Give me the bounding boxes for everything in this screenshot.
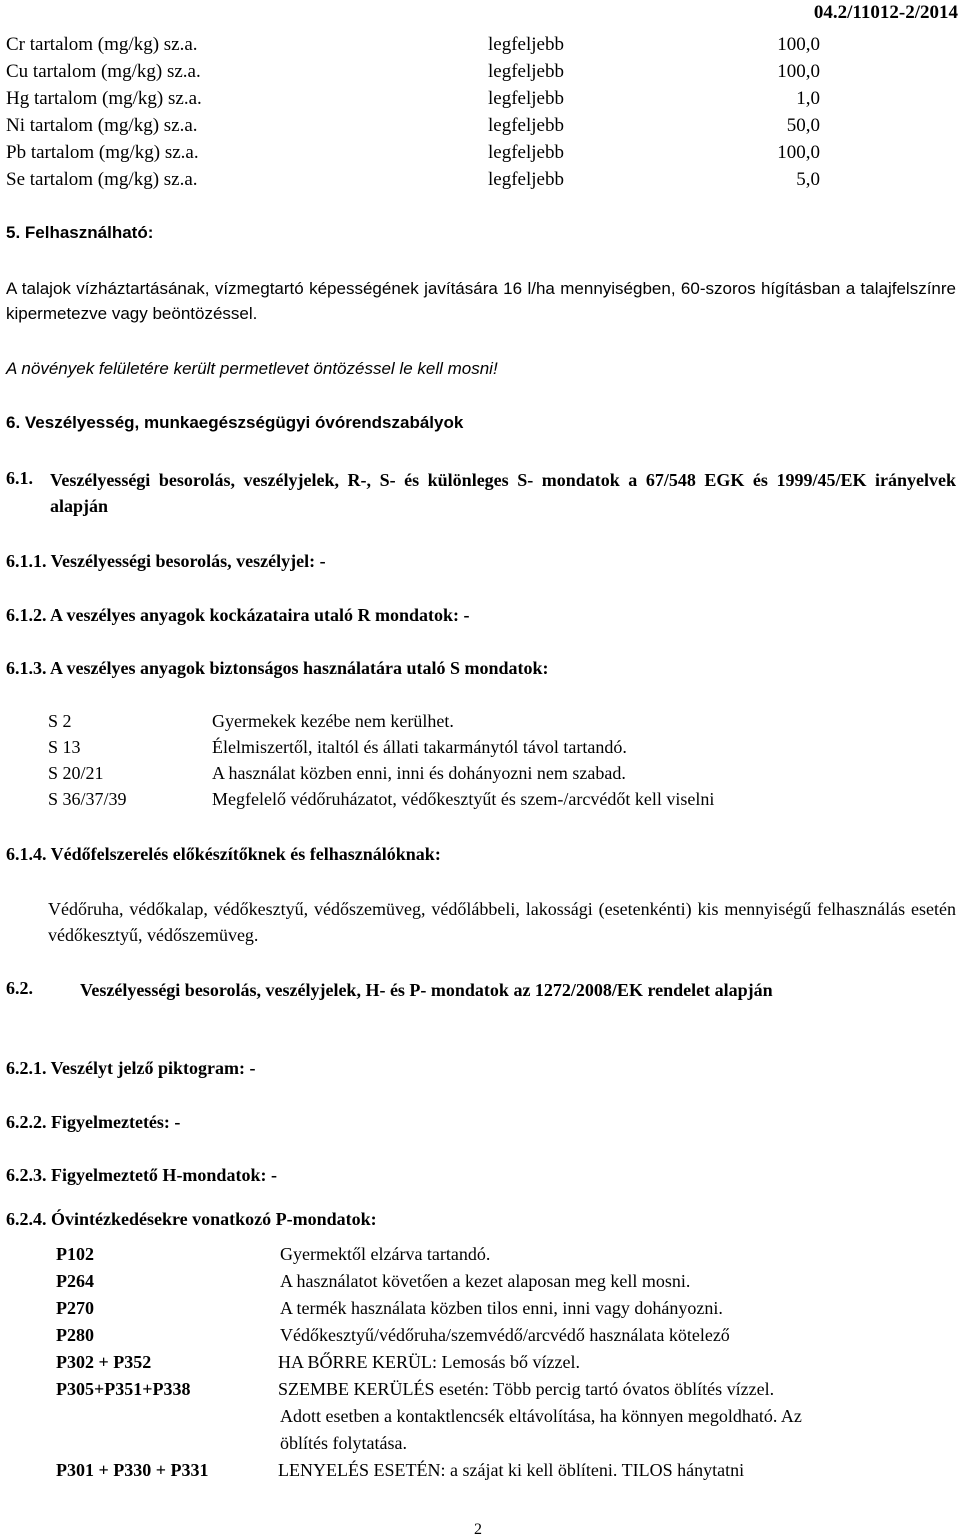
section-6-2-heading: Veszélyességi besorolás, veszélyjelek, H- és P- mondatok az 1272/2008/EK rendelet alapján xyxy=(80,980,773,1000)
metal-limit: legfeljebb xyxy=(488,115,564,136)
section-6-2-3-heading: 6.2.3. Figyelmeztető H-mondatok: - xyxy=(6,1165,277,1185)
metal-value: 100,0 xyxy=(777,142,820,163)
p-phrase-code: P302 + P352 xyxy=(56,1352,152,1372)
p-phrase-text: A használatot követően a kezet alaposan meg kell mosni. xyxy=(280,1271,691,1291)
section-6-2-number: 6.2. xyxy=(6,978,33,998)
protective-equipment-text: Védőruha, védőkalap, védőkesztyű, védőszemüveg, védőlábbeli, lakossági (esetenkénti) kis mennyiségű felhasználás esetén védőkesztyű, védőszemüveg. xyxy=(48,899,956,945)
section-6-1-heading xyxy=(50,467,956,519)
p-phrase-text-continued: Adott esetben a kontaktlencsék eltávolítása, ha könnyen megoldható. Az xyxy=(280,1406,802,1426)
s-phrase-code: S 36/37/39 xyxy=(48,789,127,809)
metal-label: Pb tartalom (mg/kg) sz.a. xyxy=(6,142,199,163)
s-phrase-text: Gyermekek kezébe nem kerülhet. xyxy=(212,711,454,731)
metal-label: Cr tartalom (mg/kg) sz.a. xyxy=(6,34,198,55)
document-code: 04.2/11012-2/2014 xyxy=(813,2,958,23)
s-phrase-code: S 2 xyxy=(48,711,72,731)
p-phrase-code: P280 xyxy=(56,1325,94,1345)
metal-label: Hg tartalom (mg/kg) sz.a. xyxy=(6,88,202,109)
p-phrase-text: A termék használata közben tilos enni, inni vagy dohányozni. xyxy=(280,1298,723,1318)
section-6-1-text: Veszélyességi besorolás, veszélyjelek, R-, S- és különleges S- mondatok a 67/548 EGK és 1999/45/EK irányelvek alapján xyxy=(50,470,956,516)
p-phrase-text: HA BŐRRE KERÜL: Lemosás bő vízzel. xyxy=(278,1352,580,1372)
section-6-2-1-heading: 6.2.1. Veszélyt jelző piktogram: - xyxy=(6,1058,256,1078)
section-6-1-number: 6.1. xyxy=(6,468,33,488)
p-phrase-code: P270 xyxy=(56,1298,94,1318)
section-6-1-4-heading: 6.1.4. Védőfelszerelés előkészítőknek és felhasználóknak: xyxy=(6,844,441,864)
section-6-2-2-heading: 6.2.2. Figyelmeztetés: - xyxy=(6,1112,181,1132)
p-phrase-code: P102 xyxy=(56,1244,94,1264)
s-phrase-text: Élelmiszertől, italtól és állati takarmánytól távol tartandó. xyxy=(212,737,627,757)
metal-label: Cu tartalom (mg/kg) sz.a. xyxy=(6,61,201,82)
metal-limit: legfeljebb xyxy=(488,34,564,55)
s-phrase-code: S 20/21 xyxy=(48,763,104,783)
metal-limit: legfeljebb xyxy=(488,61,564,82)
p-phrase-text: Gyermektől elzárva tartandó. xyxy=(280,1244,491,1264)
p-phrase-code: P301 + P330 + P331 xyxy=(56,1460,209,1480)
p-phrase-text: LENYELÉS ESETÉN: a szájat ki kell öblíteni. TILOS hánytatni xyxy=(278,1460,745,1480)
metal-value: 100,0 xyxy=(777,34,820,55)
section-6-1-1-heading: 6.1.1. Veszélyességi besorolás, veszélyjel: - xyxy=(6,551,326,571)
section-6-2-4-heading: 6.2.4. Óvintézkedésekre vonatkozó P-mondatok: xyxy=(6,1209,377,1229)
p-phrase-text: Védőkesztyű/védőruha/szemvédő/arcvédő használata kötelező xyxy=(280,1325,730,1345)
metal-label: Se tartalom (mg/kg) sz.a. xyxy=(6,169,198,190)
metal-limit: legfeljebb xyxy=(488,88,564,109)
section-6-1-3-heading: 6.1.3. A veszélyes anyagok biztonságos használatára utaló S mondatok: xyxy=(6,658,549,678)
section-5-warning: A növények felületére került permetlevet öntözéssel le kell mosni! xyxy=(6,359,498,378)
metal-limit: legfeljebb xyxy=(488,169,564,190)
metal-value: 50,0 xyxy=(786,115,820,136)
section-6-heading: 6. Veszélyesség, munkaegészségügyi óvórendszabályok xyxy=(6,413,464,432)
metal-label: Ni tartalom (mg/kg) sz.a. xyxy=(6,115,198,136)
section-6-1-2-heading: 6.1.2. A veszélyes anyagok kockázataira utaló R mondatok: - xyxy=(6,605,470,625)
p-phrase-code: P305+P351+P338 xyxy=(56,1379,191,1399)
section-5-paragraph: A talajok vízháztartásának, vízmegtartó képességének javítására 16 l/ha mennyiségben, 60-szoros hígításban a talajfelszínre kipermetezve vagy beöntözéssel. xyxy=(6,279,956,323)
metal-value: 100,0 xyxy=(777,61,820,82)
s-phrase-text: Megfelelő védőruházatot, védőkesztyűt és szem-/arcvédőt kell viselni xyxy=(212,789,715,809)
metal-value: 5,0 xyxy=(796,169,820,190)
section-5-heading: 5. Felhasználható: xyxy=(6,223,154,242)
metal-limit: legfeljebb xyxy=(488,142,564,163)
p-phrase-text: SZEMBE KERÜLÉS esetén: Több percig tartó óvatos öblítés vízzel. xyxy=(278,1379,775,1399)
page-number: 2 xyxy=(474,1521,482,1538)
p-phrase-code: P264 xyxy=(56,1271,94,1291)
metal-value: 1,0 xyxy=(796,88,820,109)
p-phrase-text-continued: öblítés folytatása. xyxy=(280,1433,407,1453)
s-phrase-code: S 13 xyxy=(48,737,81,757)
s-phrase-text: A használat közben enni, inni és dohányozni nem szabad. xyxy=(212,763,626,783)
